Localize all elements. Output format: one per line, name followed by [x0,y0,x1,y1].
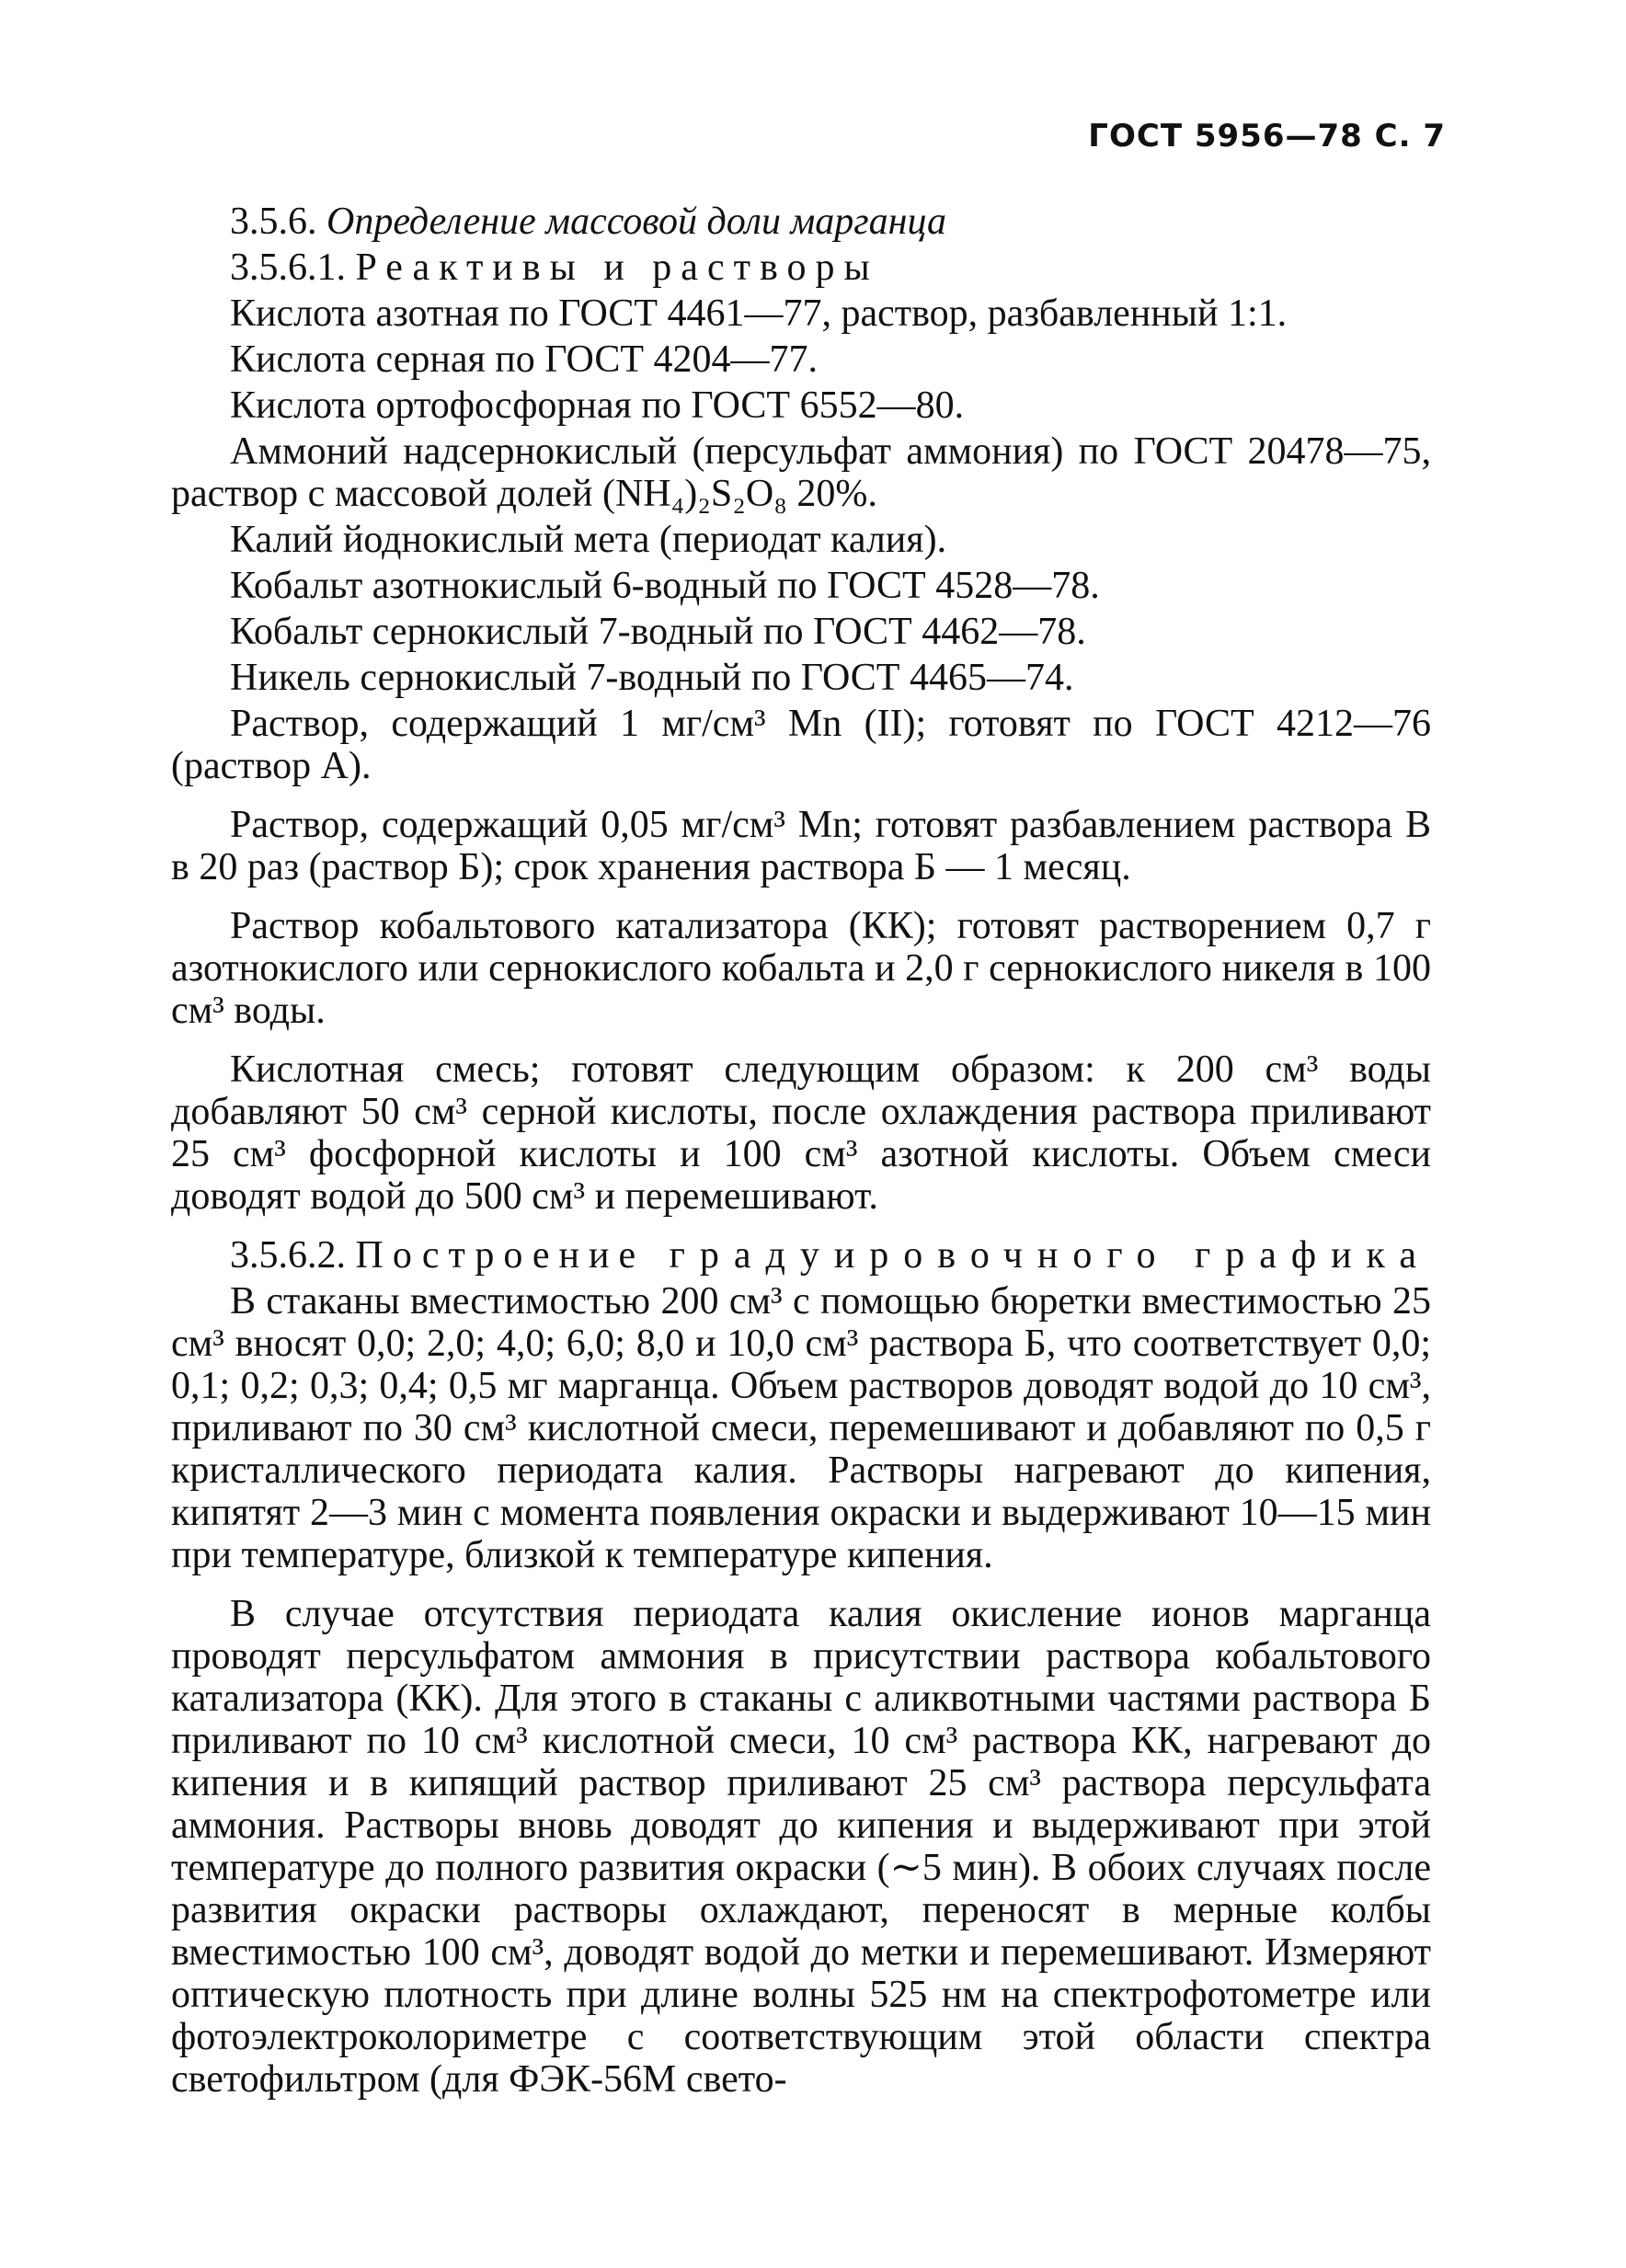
section-heading [171,200,1431,243]
reagent-item: Раствор кобальтового катализатора (КК); готовят растворением 0,7 г азотнокислого или сернокислого кобальта и 2,0 г сернокислого никеля в 100 см³ воды. [171,905,1431,1032]
reagent-item: Аммоний надсернокислый (персульфат аммония) по ГОСТ 20478—75, раствор с массовой долей (NH₄)₂S₂O₈ 20%. [171,430,1431,515]
reagent-item: Никель сернокислый 7-водный по ГОСТ 4465—74. [230,657,1074,699]
reagent-item: Раствор, содержащий 1 мг/см³ Mn (II); готовят по ГОСТ 4212—76 (раствор А). [171,703,1431,787]
page-header: ГОСТ 5956—78 С. 7 [1088,118,1446,155]
reagent-item: Кобальт азотнокислый 6-водный по ГОСТ 4528—78. [230,565,1100,607]
subsection-title-word: графика [1195,1234,1431,1277]
subsection-heading-reagents [171,246,1431,289]
subsection-title-word: градуировочного [669,1234,1171,1277]
section-number: 3.5.6. [230,200,317,243]
subsection-number: 3.5.6.1. [230,246,346,289]
reagent-item: Кобальт сернокислый 7-водный по ГОСТ 4462—78. [230,611,1086,653]
document-body [171,200,1431,2104]
reagent-item: Кислота азотная по ГОСТ 4461—77, раствор, разбавленный 1:1. [230,292,1288,335]
subsection-title: Реактивы и растворы [355,246,879,289]
section-title: Определение массовой доли марганца [326,200,947,243]
reagent-item: Калий йоднокислый мета (периодат калия). [230,519,947,561]
reagent-item: Раствор, содержащий 0,05 мг/см³ Mn; готовят разбавлением раствора В в 20 раз (раствор Б); срок хранения раствора Б — 1 месяц. [171,804,1431,888]
body-paragraph: В стаканы вместимостью 200 см³ с помощью бюретки вместимостью 25 см³ вносят 0,0; 2,0; 4,0; 6,0; 8,0 и 10,0 см³ раствора Б, что соответствует 0,0; 0,1; 0,2; 0,3; 0,4; 0,5 мг марганца. Объем растворов доводят водой до 10 см³, приливают по 30 см³ кислотной смеси, перемешивают и добавляют по 0,5 г кристаллического периодата калия. Растворы нагревают до кипения, кипятят 2—3 мин с момента появления окраски и выдерживают 10—15 мин при температуре, близкой к температуре кипения. [171,1280,1431,1576]
reagent-item: Кислотная смесь; готовят следующим образом: к 200 см³ воды добавляют 50 см³ серной кислоты, после охлаждения раствора приливают 25 см³ фосфорной кислоты и 100 см³ азотной кислоты. Объем смеси доводят водой до 500 см³ и перемешивают. [171,1048,1431,1218]
reagent-item: Кислота ортофосфорная по ГОСТ 6552—80. [230,384,965,427]
subsection-heading-calibration [171,1234,1431,1277]
reagent-item: Кислота серная по ГОСТ 4204—77. [230,338,819,381]
body-paragraph: В случае отсутствия периодата калия окисление ионов марганца проводят персульфатом аммония в присутствии раствора кобальтового катализатора (КК). Для этого в стаканы с аликвотными частями раствора Б приливают по 10 см³ кислотной смеси, 10 см³ раствора КК, нагревают до кипения и в кипящий раствор приливают 25 см³ раствора персульфата аммония. Растворы вновь доводят до кипения и выдерживают при этой температуре до полного развития окраски (∼5 мин). В обоих случаях после развития окраски растворы охлаждают, переносят в мерные колбы вместимостью 100 см³, доводят водой до метки и перемешивают. Измеряют оптическую плотность при длине волны 525 нм на спектрофотометре или фотоэлектроколориметре с соответствующим этой области спектра светофильтром (для ФЭК-56М свето- [171,1593,1431,2101]
subsection-number-and-word: 3.5.6.2. Построение [230,1234,646,1277]
